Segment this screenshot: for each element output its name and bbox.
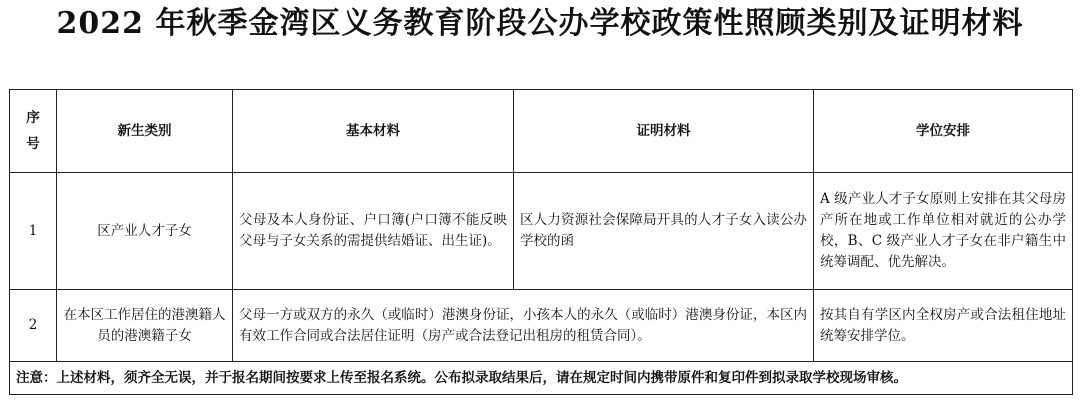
table-row	[10, 173, 1073, 290]
row-arrangement: A 级产业人才子女原则上安排在其父母房产所在地或工作单位相对就近的公办学校，B、C 级产业人才子女在非户籍生中统筹调配、优先解决。	[814, 173, 1073, 290]
page-title: 2022 年秋季金湾区义务教育阶段公办学校政策性照顾类别及证明材料	[56, 6, 1024, 41]
table-row	[10, 290, 1073, 362]
row-seq: 1	[10, 173, 57, 290]
row-proof-materials: 区人力资源社会保障局开具的人才子女入读公办学校的函	[514, 173, 814, 290]
row-arrangement: 按其自有学区内全权房产或合法租住地址统筹安排学位。	[814, 290, 1073, 362]
header-seq-top: 序	[26, 110, 40, 126]
row-materials-combined: 父母一方或双方的永久（或临时）港澳身份证，小孩本人的永久（或临时）港澳身份证，本区内有效工作合同或合法居住证明（房产或合法登记出租房的租赁合同）。	[233, 290, 814, 362]
row-seq: 2	[10, 290, 57, 362]
header-arrangement: 学位安排	[814, 90, 1073, 173]
table-header-row	[10, 90, 1073, 173]
header-basic-materials: 基本材料	[233, 90, 514, 173]
policy-table	[9, 89, 1073, 395]
note-row	[10, 362, 1073, 395]
header-category: 新生类别	[57, 90, 233, 173]
header-seq-bottom: 号	[26, 136, 40, 152]
row-category: 区产业人才子女	[57, 173, 233, 290]
header-seq	[10, 90, 57, 173]
row-basic-materials: 父母及本人身份证、户口簿(户口簿不能反映父母与子女关系的需提供结婚证、出生证)。	[233, 173, 514, 290]
header-proof-materials: 证明材料	[514, 90, 814, 173]
table-note: 注意：上述材料，须齐全无误，并于报名期间按要求上传至报名系统。公布拟录取结果后，请在规定时间内携带原件和复印件到拟录取学校现场审核。	[10, 362, 1073, 395]
row-category: 在本区工作居住的港澳籍人员的港澳籍子女	[57, 290, 233, 362]
